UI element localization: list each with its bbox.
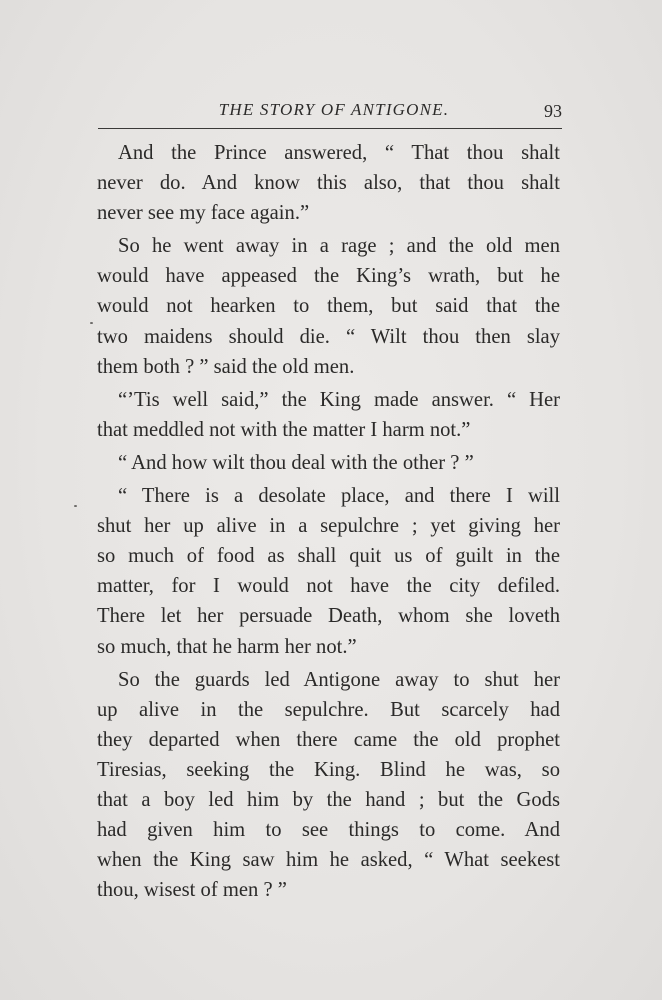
paragraph — [97, 448, 560, 478]
text-line: up alive in the sepulchre. But scarcely had — [97, 698, 560, 721]
text-line: would not hearken to them, but said that the — [97, 295, 560, 318]
body-text — [97, 138, 560, 905]
text-line: So the guards led Antigone away to shut her — [118, 668, 560, 691]
text-line: And the Prince answered, “ That thou shalt — [118, 142, 560, 164]
text-line: so much of food as shall quit us of guilt in the — [97, 545, 560, 568]
paragraph — [97, 138, 560, 228]
text-line: matter, for I would not have the city defiled. — [97, 575, 560, 598]
text-line: “ There is a desolate place, and there I will — [118, 485, 560, 508]
text-line: they departed when there came the old prophet — [97, 728, 560, 751]
text-line: So he went away in a rage ; and the old men — [118, 235, 560, 258]
text-line: so much, that he harm her not.” — [97, 635, 357, 658]
paragraph — [97, 231, 560, 381]
text-line: had given him to see things to come. And — [97, 819, 560, 842]
print-speck — [90, 322, 93, 324]
text-line: that meddled not with the matter I harm not.” — [97, 418, 471, 441]
paragraph — [97, 665, 560, 906]
text-line: would have appeased the King’s wrath, but he — [97, 265, 560, 288]
running-title: THE STORY OF ANTIGONE. — [218, 100, 450, 119]
paragraph — [97, 481, 560, 662]
paragraph — [97, 385, 560, 445]
text-line: never do. And know this also, that thou shalt — [97, 172, 560, 195]
print-speck — [74, 505, 77, 507]
text-line: never see my face again.” — [97, 202, 310, 225]
page-number: 93 — [544, 101, 562, 121]
text-line: Tiresias, seeking the King. Blind he was, so — [97, 758, 560, 781]
text-line: them both ? ” said the old men. — [97, 355, 355, 378]
page-header — [98, 98, 562, 129]
text-line: when the King saw him he asked, “ What seekest — [97, 849, 560, 872]
text-line: two maidens should die. “ Wilt thou then slay — [97, 325, 560, 348]
text-line: There let her persuade Death, whom she loveth — [97, 605, 560, 628]
text-line: thou, wisest of men ? ” — [97, 879, 287, 902]
text-line: shut her up alive in a sepulchre ; yet giving her — [97, 515, 560, 538]
text-line: “’Tis well said,” the King made answer. “ Her — [118, 388, 560, 411]
text-line: that a boy led him by the hand ; but the Gods — [97, 788, 560, 811]
text-line: “ And how wilt thou deal with the other ? ” — [118, 451, 474, 474]
